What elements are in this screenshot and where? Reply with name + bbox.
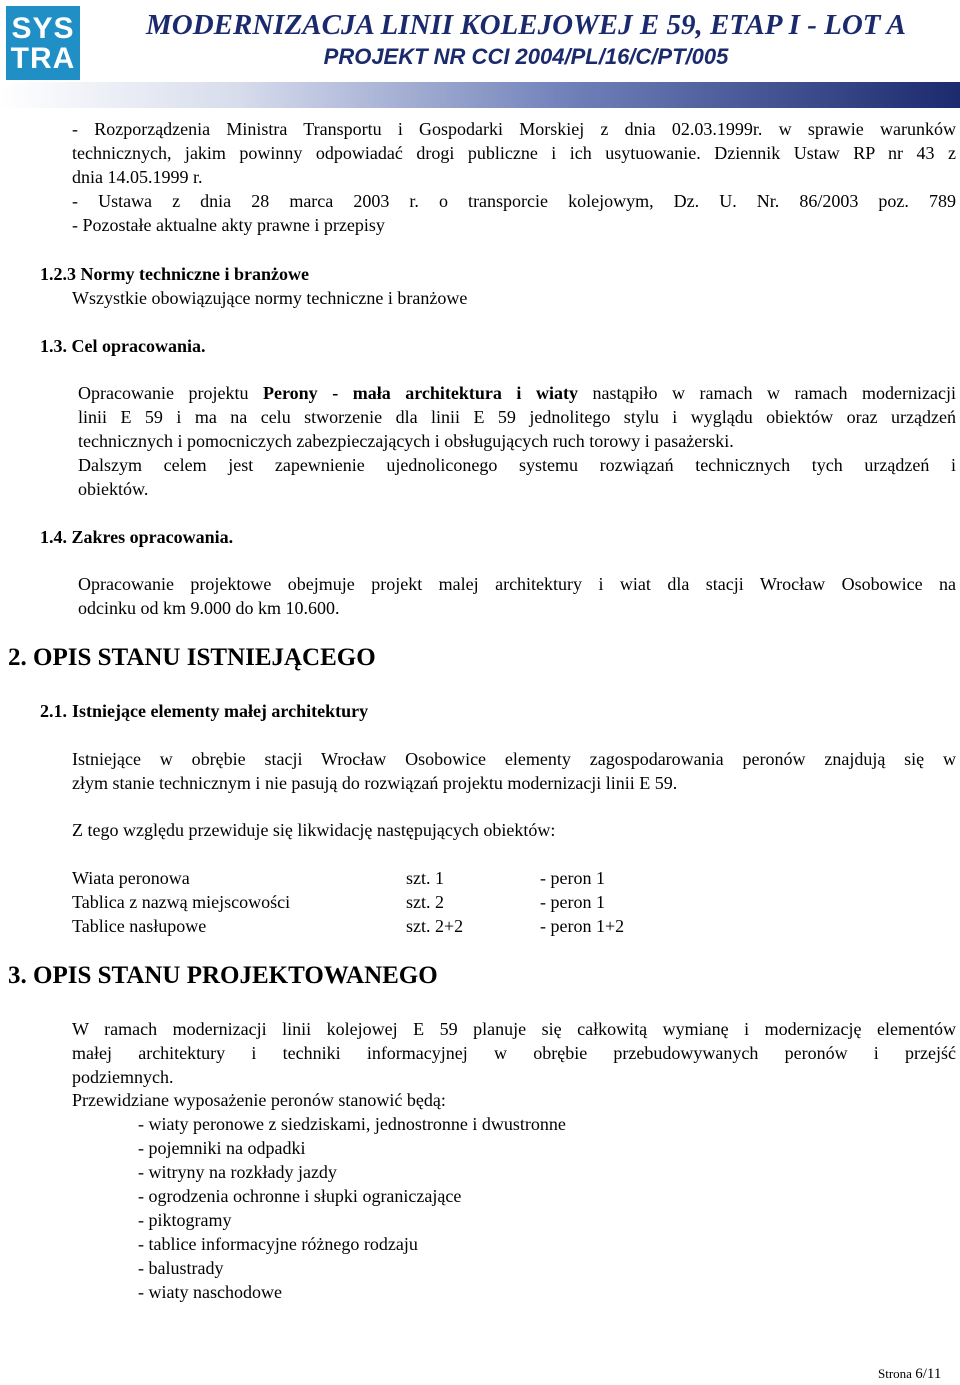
- list-item: - wiaty naschodowe: [138, 1282, 282, 1302]
- section-1-2-3-text: Wszystkie obowiązujące normy techniczne i branżowe: [72, 288, 468, 308]
- header-subtitle: PROJEKT NR CCI 2004/PL/16/C/PT/005: [323, 44, 729, 69]
- section-1-3-line-2: linii E 59 i ma na celu stworzenie dla linii E 59 jednolitego stylu i wyglądu obiektów oraz urządzeń: [78, 407, 956, 427]
- section-2-1-number: 2.1.: [40, 701, 67, 721]
- section-3-heading: 3. OPIS STANU PROJEKTOWANEGO: [8, 962, 438, 989]
- legal-line-4: - Ustawa z dnia 28 marca 2003 r. o transporcie kolejowym, Dz. U. Nr. 86/2003 poz. 789: [72, 191, 956, 211]
- legal-line-2: technicznych, jakim powinny odpowiadać drogi publiczne i ich usytuowanie. Dziennik Ustaw RP nr 43 z: [72, 143, 956, 163]
- list-item: - witryny na rozkłady jazdy: [138, 1162, 337, 1182]
- section-1-3-line-1: Opracowanie projektu Perony - mała architektura i wiaty nastąpiło w ramach w ramach modernizacji: [78, 383, 956, 403]
- section-3-line-4: Przewidziane wyposażenie peronów stanowić będą:: [72, 1090, 446, 1110]
- section-3-line-2: małej architektury i techniki informacyjnej w obrębie przebudowywanych peronów i przejść: [72, 1043, 956, 1063]
- page-number: Strona 6/11: [878, 1366, 942, 1382]
- table-cell-name: Tablice nasłupowe: [72, 916, 207, 936]
- section-1-3-line-4: Dalszym celem jest zapewnienie ujednoliconego systemu rozwiązań technicznych tych urządzeń i: [78, 455, 956, 475]
- section-1-4-line-2: odcinku od km 9.000 do km 10.600.: [78, 598, 340, 618]
- table-cell-qty: szt. 2: [406, 892, 444, 912]
- section-1-4-line-1: Opracowanie projektowe obejmuje projekt malej architektury i wiat dla stacji Wrocław Osobowice na: [78, 574, 956, 594]
- section-1-3-line-3: technicznych i pomocniczych zabezpieczających i obsługujących ruch torowy i pasażerski.: [78, 431, 734, 451]
- section-3-line-1: W ramach modernizacji linii kolejowej E 59 planuje się całkowitą wymianę i modernizację elementów: [72, 1019, 956, 1039]
- table-cell-qty: szt. 1: [406, 868, 444, 888]
- section-2-1-para-1-line-1: Istniejące w obrębie stacji Wrocław Osobowice elementy zagospodarowania peronów znajdują się w: [72, 749, 956, 769]
- section-3-line-3: podziemnych.: [72, 1067, 174, 1087]
- section-2-1-para-1-line-2: złym stanie technicznym i nie pasują do rozwiązań projektu modernizacji linii E 59.: [72, 773, 678, 793]
- list-item: - pojemniki na odpadki: [138, 1138, 306, 1158]
- section-1-3-heading: 1.3. Cel opracowania.: [40, 336, 206, 356]
- table-cell-location: - peron 1: [540, 892, 605, 912]
- header-title: MODERNIZACJA LINII KOLEJOWEJ E 59, ETAP I - LOT A: [145, 9, 907, 41]
- legal-line-1: - Rozporządzenia Ministra Transportu i Gospodarki Morskiej z dnia 02.03.1999r. w sprawie warunków: [72, 119, 956, 139]
- table-cell-name: Tablica z nazwą miejscowości: [72, 892, 291, 912]
- section-2-1-para-2: Z tego względu przewiduje się likwidację następujących obiektów:: [72, 820, 556, 840]
- list-item: - piktogramy: [138, 1210, 232, 1230]
- legal-line-5: - Pozostałe aktualne akty prawne i przepisy: [72, 215, 385, 235]
- list-item: - tablice informacyjne różnego rodzaju: [138, 1234, 418, 1254]
- section-1-2-3-heading: 1.2.3 Normy techniczne i branżowe: [40, 264, 309, 284]
- systra-logo: [6, 6, 80, 80]
- header-gradient-bar: [0, 82, 960, 108]
- project-name-bold: Perony - mała architektura i wiaty: [263, 383, 578, 403]
- legal-line-3: dnia 14.05.1999 r.: [72, 167, 203, 187]
- section-1-3-line-5: obiektów.: [78, 479, 149, 499]
- section-2-1-title: Istniejące elementy małej architektury: [72, 701, 369, 721]
- table-cell-qty: szt. 2+2: [406, 916, 464, 936]
- table-cell-name: Wiata peronowa: [72, 868, 190, 888]
- section-2-heading: 2. OPIS STANU ISTNIEJĄCEGO: [8, 644, 376, 671]
- table-cell-location: - peron 1: [540, 868, 605, 888]
- list-item: - ogrodzenia ochronne i słupki ograniczające: [138, 1186, 462, 1206]
- list-item: - balustrady: [138, 1258, 224, 1278]
- page-header: [0, 0, 960, 108]
- list-item: - wiaty peronowe z siedziskami, jednostronne i dwustronne: [138, 1114, 566, 1134]
- table-cell-location: - peron 1+2: [540, 916, 625, 936]
- logo-line-1: SYS: [11, 12, 75, 45]
- section-1-4-heading: 1.4. Zakres opracowania.: [40, 527, 234, 547]
- logo-line-2: TRA: [10, 42, 76, 75]
